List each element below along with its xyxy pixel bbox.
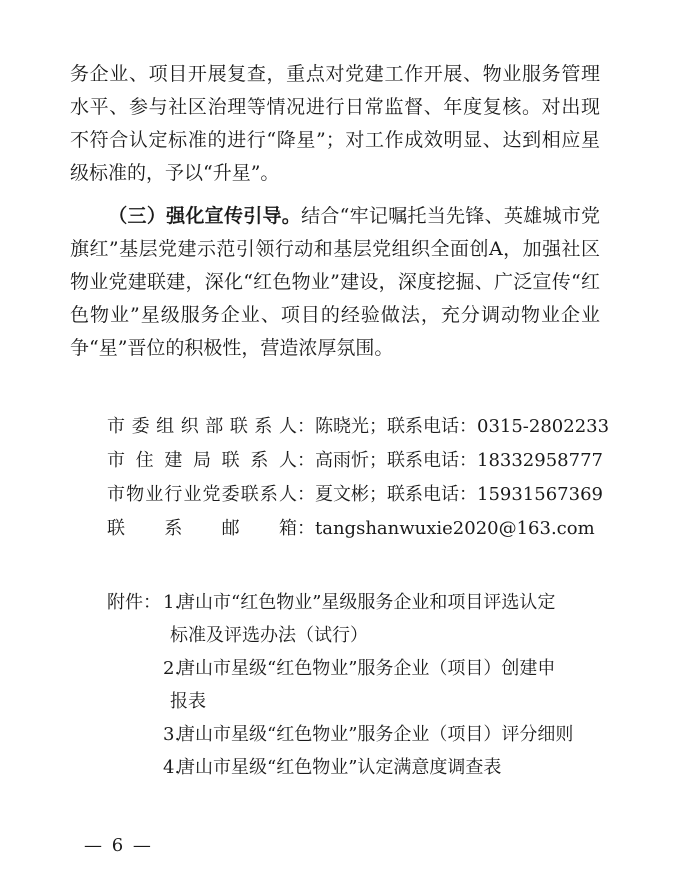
attachment-title-continued: 标准及评选办法（试行） bbox=[170, 625, 368, 646]
attachment-list bbox=[107, 586, 607, 784]
page-number: — 6 — bbox=[84, 835, 153, 856]
attachment-item-3 bbox=[107, 718, 607, 751]
attachment-item-1 bbox=[107, 586, 607, 619]
contact-row-housing bbox=[107, 444, 627, 478]
attachment-item-2-continued bbox=[107, 685, 607, 718]
attachment-item-1-continued bbox=[107, 619, 607, 652]
attachment-title-continued: 报表 bbox=[170, 691, 206, 712]
contact-value: 陈晓光；联系电话：0315-2802233 bbox=[315, 416, 610, 437]
attachment-item-2 bbox=[107, 652, 607, 685]
contact-value: 夏文彬；联系电话：15931567369 bbox=[315, 484, 603, 505]
contact-row-email bbox=[107, 512, 627, 546]
attachment-title: 唐山市“红色物业”星级服务企业和项目评选认定 bbox=[177, 592, 556, 613]
paragraph-supervision-text: 务企业、项目开展复查，重点对党建工作开展、物业服务管理水平、参与社区治理等情况进行日常监督、年度复核。对出现不符合认定标准的进行“降星”；对工作成效明显、达到相应星级标准的，予以“升星”。 bbox=[70, 63, 600, 184]
attachment-prefix: 附件： bbox=[107, 592, 161, 613]
contact-label: 市委组织部联系人 bbox=[107, 416, 297, 437]
contact-row-property-committee bbox=[107, 478, 627, 512]
contact-label: 市物业行业党委联系人 bbox=[107, 484, 297, 505]
section-heading-publicity: （三）强化宣传引导。 bbox=[108, 205, 302, 227]
contact-label: 市住建局联系人 bbox=[107, 450, 297, 471]
attachment-number: 2. bbox=[163, 658, 181, 679]
contact-colon: ： bbox=[297, 450, 315, 471]
attachment-title: 唐山市星级“红色物业”服务企业（项目）创建申 bbox=[177, 658, 556, 679]
contact-value: 高雨忻；联系电话：18332958777 bbox=[315, 450, 603, 471]
attachment-title: 唐山市星级“红色物业”服务企业（项目）评分细则 bbox=[177, 724, 574, 745]
attachment-title: 唐山市星级“红色物业”认定满意度调查表 bbox=[177, 757, 502, 778]
contact-colon: ： bbox=[297, 518, 315, 539]
contact-colon: ： bbox=[297, 416, 315, 437]
attachment-item-4 bbox=[107, 751, 607, 784]
paragraph-publicity bbox=[70, 200, 600, 365]
paragraph-supervision bbox=[70, 58, 600, 190]
contact-colon: ： bbox=[297, 484, 315, 505]
attachment-number: 3. bbox=[163, 724, 181, 745]
paragraph-publicity-text: 结合“牢记嘱托当先锋、英雄城市党旗红”基层党建示范引领行动和基层党组织全面创A，加强社区物业党建联建，深化“红色物业”建设，深度挖掘、广泛宣传“红色物业”星级服务企业、项目的经验做法，充分调动物业企业争“星”晋位的积极性，营造浓厚氛围。 bbox=[70, 205, 600, 359]
attachment-number: 4. bbox=[163, 757, 181, 778]
contact-row-organization bbox=[107, 410, 627, 444]
contact-list bbox=[107, 410, 627, 546]
contact-email-value: tangshanwuxie2020@163.com bbox=[315, 518, 595, 539]
contact-label: 联系邮箱 bbox=[107, 518, 297, 539]
attachment-number: 1. bbox=[163, 592, 181, 613]
